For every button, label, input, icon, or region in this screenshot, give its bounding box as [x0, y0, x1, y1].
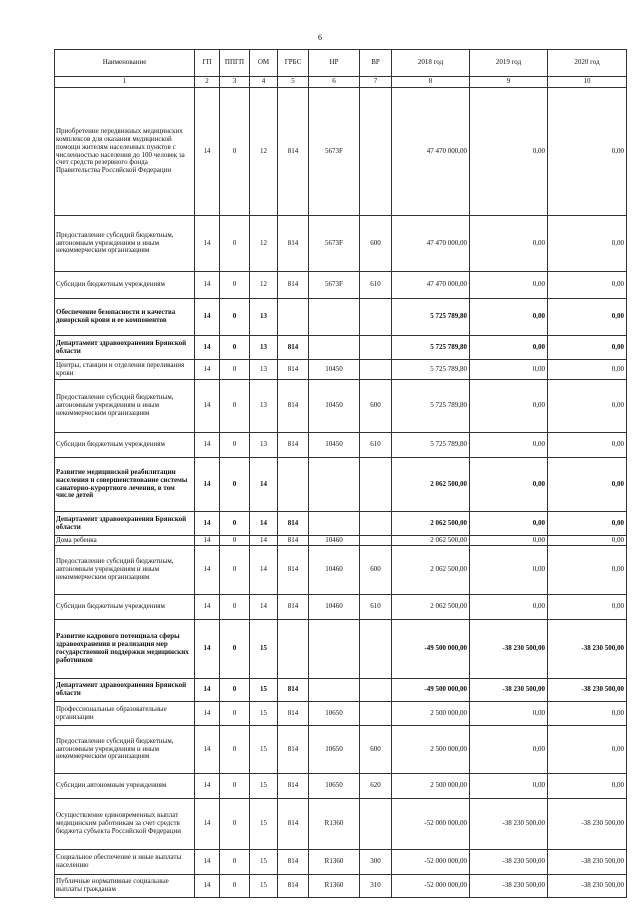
code-cell: 610: [360, 272, 392, 299]
amount-cell: -38 230 500,00: [548, 679, 627, 702]
code-cell: 814: [278, 546, 309, 595]
code-cell: 0: [220, 620, 250, 679]
index-cell: 6: [309, 77, 360, 88]
code-cell: [309, 679, 360, 702]
amount-cell: 0,00: [548, 299, 627, 336]
index-cell: 9: [470, 77, 548, 88]
code-cell: 600: [360, 726, 392, 774]
code-cell: 13: [250, 433, 278, 458]
table-row: [55, 88, 627, 216]
row-name-cell: Осуществление единовременных выплат медицинским работникам за счет средств бюджета субъекта Российской Федерации: [55, 799, 195, 850]
code-cell: 0: [220, 360, 250, 380]
code-cell: R1360: [309, 850, 360, 875]
code-cell: 814: [278, 88, 309, 216]
amount-cell: -38 230 500,00: [470, 850, 548, 875]
code-cell: 15: [250, 702, 278, 726]
header-cell: ГП: [195, 50, 220, 77]
code-cell: 0: [220, 299, 250, 336]
row-name-cell: Субсидии бюджетным учреждениям: [55, 433, 195, 458]
amount-cell: 0,00: [548, 702, 627, 726]
code-cell: 300: [360, 850, 392, 875]
amount-cell: -49 500 000,00: [392, 679, 470, 702]
code-cell: 814: [278, 774, 309, 799]
header-cell: НР: [309, 50, 360, 77]
amount-cell: 0,00: [470, 272, 548, 299]
code-cell: 620: [360, 774, 392, 799]
amount-cell: 0,00: [548, 546, 627, 595]
row-name-cell: Департамент здравоохранения Брянской области: [55, 512, 195, 536]
header-cell: ОМ: [250, 50, 278, 77]
index-cell: 3: [220, 77, 250, 88]
row-name-cell: Субсидии автономным учреждениям: [55, 774, 195, 799]
amount-cell: 0,00: [470, 433, 548, 458]
table-row: [55, 620, 627, 679]
code-cell: 814: [278, 512, 309, 536]
code-cell: 10460: [309, 536, 360, 546]
amount-cell: 0,00: [548, 272, 627, 299]
amount-cell: -49 500 000,00: [392, 620, 470, 679]
amount-cell: 2 062 500,00: [392, 546, 470, 595]
code-cell: 13: [250, 336, 278, 360]
amount-cell: 0,00: [470, 380, 548, 433]
code-cell: 814: [278, 380, 309, 433]
amount-cell: 2 062 500,00: [392, 536, 470, 546]
amount-cell: 0,00: [548, 512, 627, 536]
code-cell: 14: [195, 679, 220, 702]
code-cell: 14: [250, 595, 278, 620]
code-cell: 0: [220, 536, 250, 546]
code-cell: 14: [195, 336, 220, 360]
amount-cell: 0,00: [470, 536, 548, 546]
amount-cell: 2 500 000,00: [392, 702, 470, 726]
header-cell: 2018 год: [392, 50, 470, 77]
table-row: [55, 546, 627, 595]
amount-cell: 0,00: [470, 595, 548, 620]
amount-cell: 2 500 000,00: [392, 726, 470, 774]
table-row: [55, 458, 627, 512]
index-cell: 5: [278, 77, 309, 88]
code-cell: 0: [220, 272, 250, 299]
code-cell: 0: [220, 216, 250, 272]
code-cell: [360, 679, 392, 702]
code-cell: 814: [278, 799, 309, 850]
row-name-cell: Департамент здравоохранения Брянской области: [55, 679, 195, 702]
code-cell: [360, 512, 392, 536]
code-cell: 14: [195, 512, 220, 536]
amount-cell: 0,00: [548, 726, 627, 774]
row-name-cell: Субсидии бюджетным учреждениям: [55, 272, 195, 299]
table-row: [55, 360, 627, 380]
code-cell: R1360: [309, 875, 360, 898]
amount-cell: 47 470 000,00: [392, 216, 470, 272]
code-cell: 0: [220, 380, 250, 433]
code-cell: 5673F: [309, 88, 360, 216]
code-cell: [309, 458, 360, 512]
code-cell: 610: [360, 595, 392, 620]
amount-cell: 5 725 789,80: [392, 380, 470, 433]
code-cell: 0: [220, 336, 250, 360]
table-row: [55, 875, 627, 898]
amount-cell: 0,00: [470, 88, 548, 216]
code-cell: 14: [195, 360, 220, 380]
table-row: [55, 726, 627, 774]
table-row: [55, 536, 627, 546]
code-cell: 0: [220, 799, 250, 850]
row-name-cell: Развитие кадрового потенциала сферы здравоохранения и реализация мер государственной поддержки медицинских работников: [55, 620, 195, 679]
row-name-cell: Социальное обеспечение и иные выплаты населению: [55, 850, 195, 875]
code-cell: 14: [195, 536, 220, 546]
code-cell: 12: [250, 272, 278, 299]
amount-cell: 2 062 500,00: [392, 512, 470, 536]
header-cell: 2019 год: [470, 50, 548, 77]
amount-cell: 0,00: [470, 774, 548, 799]
code-cell: 15: [250, 774, 278, 799]
amount-cell: -38 230 500,00: [470, 799, 548, 850]
amount-cell: 2 500 000,00: [392, 774, 470, 799]
code-cell: 14: [195, 726, 220, 774]
code-cell: 12: [250, 88, 278, 216]
index-cell: 8: [392, 77, 470, 88]
code-cell: 814: [278, 595, 309, 620]
amount-cell: 47 470 000,00: [392, 272, 470, 299]
amount-cell: 0,00: [548, 458, 627, 512]
code-cell: 814: [278, 216, 309, 272]
code-cell: [360, 360, 392, 380]
code-cell: 814: [278, 433, 309, 458]
row-name-cell: Публичные нормативные социальные выплаты гражданам: [55, 875, 195, 898]
header-cell: ППГП: [220, 50, 250, 77]
amount-cell: 0,00: [548, 216, 627, 272]
code-cell: [360, 702, 392, 726]
amount-cell: 0,00: [548, 433, 627, 458]
code-cell: [309, 512, 360, 536]
code-cell: 14: [250, 536, 278, 546]
code-cell: [360, 458, 392, 512]
code-cell: [360, 299, 392, 336]
code-cell: 0: [220, 774, 250, 799]
code-cell: 10650: [309, 774, 360, 799]
code-cell: [278, 458, 309, 512]
code-cell: 15: [250, 726, 278, 774]
code-cell: 814: [278, 272, 309, 299]
amount-cell: -38 230 500,00: [548, 850, 627, 875]
code-cell: 600: [360, 546, 392, 595]
index-cell: 1: [55, 77, 195, 88]
code-cell: [278, 620, 309, 679]
row-name-cell: Департамент здравоохранения Брянской области: [55, 336, 195, 360]
amount-cell: 0,00: [548, 595, 627, 620]
code-cell: 13: [250, 299, 278, 336]
code-cell: 0: [220, 512, 250, 536]
code-cell: 15: [250, 620, 278, 679]
amount-cell: 0,00: [470, 336, 548, 360]
code-cell: 15: [250, 679, 278, 702]
index-cell: 2: [195, 77, 220, 88]
code-cell: 814: [278, 726, 309, 774]
amount-cell: 47 470 000,00: [392, 88, 470, 216]
table-row: [55, 799, 627, 850]
code-cell: 14: [195, 216, 220, 272]
code-cell: 5673F: [309, 272, 360, 299]
amount-cell: -52 000 000,00: [392, 875, 470, 898]
amount-cell: 0,00: [470, 458, 548, 512]
code-cell: 10650: [309, 702, 360, 726]
code-cell: 14: [195, 620, 220, 679]
code-cell: 0: [220, 458, 250, 512]
row-name-cell: Предоставление субсидий бюджетным, автономным учреждениям и иным некоммерческим организациям: [55, 726, 195, 774]
code-cell: 14: [195, 299, 220, 336]
code-cell: 814: [278, 360, 309, 380]
code-cell: 14: [195, 875, 220, 898]
amount-cell: 0,00: [548, 88, 627, 216]
amount-cell: 0,00: [548, 336, 627, 360]
row-name-cell: Обеспечение безопасности и качества донорской крови и ее компонентов: [55, 299, 195, 336]
code-cell: 14: [195, 774, 220, 799]
header-cell: Наименование: [55, 50, 195, 77]
row-name-cell: Предоставление субсидий бюджетным, автономным учреждениям и иным некоммерческим организациям: [55, 216, 195, 272]
code-cell: 610: [360, 433, 392, 458]
code-cell: 310: [360, 875, 392, 898]
code-cell: [360, 799, 392, 850]
code-cell: 600: [360, 216, 392, 272]
row-name-cell: Развитие медицинской реабилитации населения и совершенствование системы санаторно-курортного лечения, в том числе детей: [55, 458, 195, 512]
code-cell: 13: [250, 380, 278, 433]
code-cell: 814: [278, 850, 309, 875]
table-row: [55, 216, 627, 272]
header-row: [55, 50, 627, 77]
amount-cell: -52 000 000,00: [392, 799, 470, 850]
code-cell: 14: [195, 88, 220, 216]
code-cell: 0: [220, 875, 250, 898]
code-cell: 814: [278, 536, 309, 546]
code-cell: 814: [278, 679, 309, 702]
code-cell: [278, 299, 309, 336]
row-name-cell: Профессиональные образовательные организации: [55, 702, 195, 726]
code-cell: 14: [195, 799, 220, 850]
budget-table: [54, 49, 627, 898]
amount-cell: 0,00: [548, 774, 627, 799]
code-cell: [360, 336, 392, 360]
table-row: [55, 850, 627, 875]
amount-cell: -52 000 000,00: [392, 850, 470, 875]
amount-cell: 5 725 789,80: [392, 336, 470, 360]
table-row: [55, 336, 627, 360]
code-cell: 0: [220, 702, 250, 726]
amount-cell: -38 230 500,00: [470, 875, 548, 898]
amount-cell: 0,00: [470, 726, 548, 774]
code-cell: 14: [250, 458, 278, 512]
row-name-cell: Предоставление субсидий бюджетным, автономным учреждениям и иным некоммерческим организациям: [55, 380, 195, 433]
amount-cell: 2 062 500,00: [392, 458, 470, 512]
code-cell: 0: [220, 726, 250, 774]
table-row: [55, 380, 627, 433]
amount-cell: 0,00: [470, 360, 548, 380]
amount-cell: 0,00: [470, 299, 548, 336]
code-cell: 14: [250, 512, 278, 536]
code-cell: 0: [220, 546, 250, 595]
code-cell: 814: [278, 875, 309, 898]
code-cell: 0: [220, 595, 250, 620]
amount-cell: -38 230 500,00: [548, 620, 627, 679]
header-cell: ГРБС: [278, 50, 309, 77]
code-cell: 10650: [309, 726, 360, 774]
code-cell: [309, 336, 360, 360]
row-name-cell: Субсидии бюджетным учреждениям: [55, 595, 195, 620]
code-cell: 12: [250, 216, 278, 272]
code-cell: 0: [220, 850, 250, 875]
code-cell: 15: [250, 799, 278, 850]
amount-cell: 0,00: [470, 546, 548, 595]
code-cell: 14: [195, 433, 220, 458]
code-cell: 14: [250, 546, 278, 595]
code-cell: [360, 536, 392, 546]
code-cell: [360, 88, 392, 216]
amount-cell: 5 725 789,80: [392, 433, 470, 458]
table-row: [55, 512, 627, 536]
amount-cell: 0,00: [548, 360, 627, 380]
index-cell: 4: [250, 77, 278, 88]
code-cell: 814: [278, 336, 309, 360]
code-cell: 0: [220, 433, 250, 458]
code-cell: 600: [360, 380, 392, 433]
table-row: [55, 595, 627, 620]
code-cell: 10450: [309, 433, 360, 458]
row-name-cell: Дома ребенка: [55, 536, 195, 546]
code-cell: 14: [195, 380, 220, 433]
code-cell: 814: [278, 702, 309, 726]
amount-cell: 0,00: [548, 536, 627, 546]
amount-cell: 0,00: [470, 512, 548, 536]
code-cell: R1360: [309, 799, 360, 850]
table-row: [55, 774, 627, 799]
row-name-cell: Центры, станции и отделения переливания крови: [55, 360, 195, 380]
index-cell: 10: [548, 77, 627, 88]
table-row: [55, 433, 627, 458]
table-row: [55, 679, 627, 702]
row-name-cell: Приобретение передвижных медицинских комплексов для оказания медицинской помощи жителям населенных пунктов с численностью населения до 100 человек за счет средств резервного фонда Правительства Российской Федерации: [55, 88, 195, 216]
amount-cell: 2 062 500,00: [392, 595, 470, 620]
code-cell: 14: [195, 272, 220, 299]
code-cell: 0: [220, 88, 250, 216]
amount-cell: 0,00: [470, 216, 548, 272]
amount-cell: 0,00: [470, 702, 548, 726]
table-row: [55, 272, 627, 299]
amount-cell: -38 230 500,00: [548, 875, 627, 898]
amount-cell: 0,00: [548, 380, 627, 433]
header-cell: 2020 год: [548, 50, 627, 77]
code-cell: 14: [195, 546, 220, 595]
amount-cell: -38 230 500,00: [470, 620, 548, 679]
code-cell: 15: [250, 875, 278, 898]
code-cell: [309, 620, 360, 679]
index-row: [55, 77, 627, 88]
page-number: 6: [318, 33, 322, 42]
amount-cell: 5 725 789,80: [392, 360, 470, 380]
amount-cell: -38 230 500,00: [470, 679, 548, 702]
code-cell: 13: [250, 360, 278, 380]
table-row: [55, 299, 627, 336]
code-cell: 14: [195, 850, 220, 875]
code-cell: 10460: [309, 546, 360, 595]
table-row: [55, 702, 627, 726]
code-cell: 10450: [309, 380, 360, 433]
code-cell: 14: [195, 595, 220, 620]
amount-cell: -38 230 500,00: [548, 799, 627, 850]
header-cell: ВР: [360, 50, 392, 77]
code-cell: [309, 299, 360, 336]
amount-cell: 5 725 789,80: [392, 299, 470, 336]
code-cell: 14: [195, 458, 220, 512]
code-cell: 0: [220, 679, 250, 702]
code-cell: 15: [250, 850, 278, 875]
code-cell: 10450: [309, 360, 360, 380]
row-name-cell: Предоставление субсидий бюджетным, автономным учреждениям и иным некоммерческим организациям: [55, 546, 195, 595]
code-cell: [360, 620, 392, 679]
index-cell: 7: [360, 77, 392, 88]
code-cell: 14: [195, 702, 220, 726]
code-cell: 5673F: [309, 216, 360, 272]
code-cell: 10460: [309, 595, 360, 620]
